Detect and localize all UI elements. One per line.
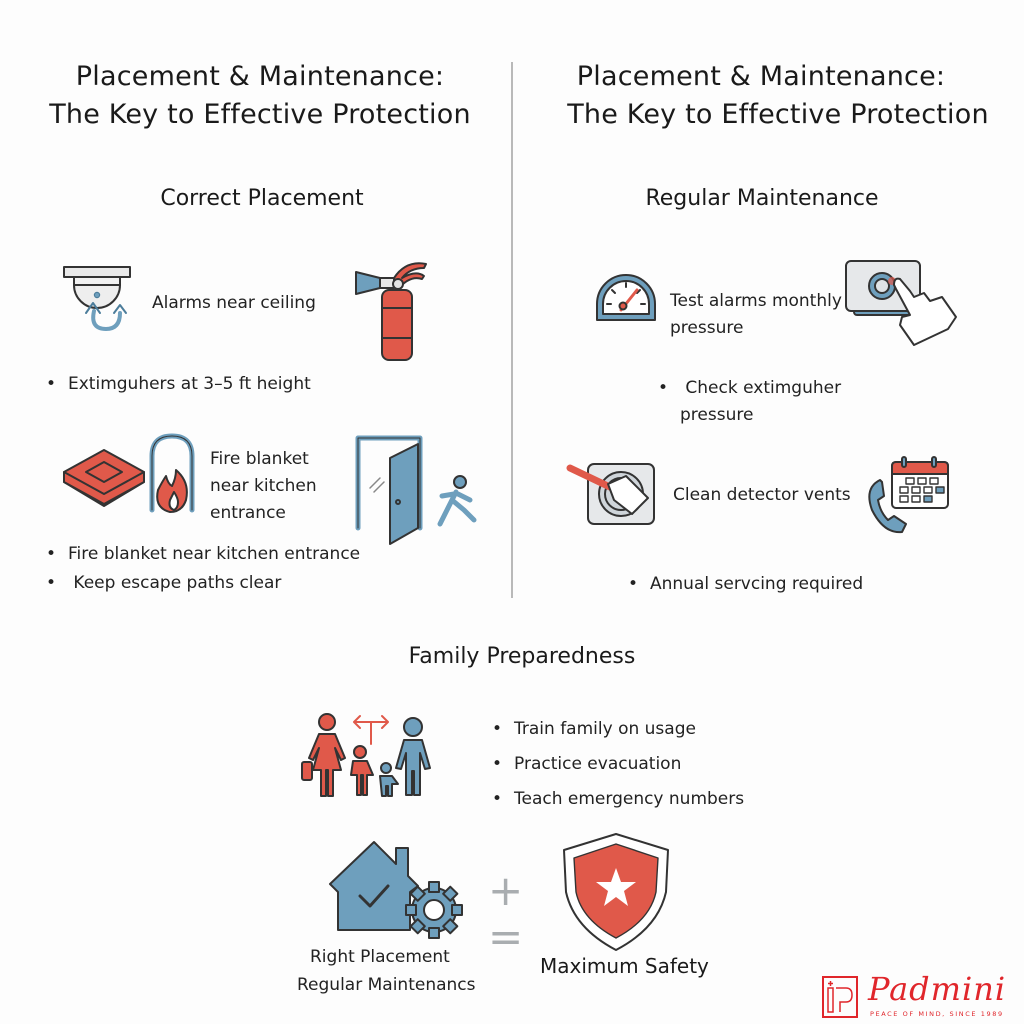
left-subtitle: Correct Placement [160,186,364,211]
test-button-hand-icon[interactable] [844,259,960,347]
house-gear-icon [326,838,466,938]
shield-star-icon [560,832,672,952]
phone-calendar-icon [858,456,954,536]
fire-blanket-label: Fire blanket near kitchen entrance [210,449,317,523]
clean-vents-label: Clean detector vents [673,485,851,505]
brush-cleaning-icon [566,460,658,528]
left-title-line2: The Key to Effective Protection [49,99,471,130]
check-extinguisher-bullet: • Check extimguher [658,375,841,402]
padmini-logo[interactable] [822,970,1022,1020]
fire-blanket-bullet: • Fire blanket near kitchen entrance [46,541,360,568]
padmini-logo-mark-icon [822,976,858,1018]
fire-blanket-icon [62,434,202,514]
alarms-near-ceiling-label: Alarms near ceiling [152,293,316,313]
family-bullet-1: • Train family on usage [492,712,744,747]
test-alarms-label: Test alarms monthly pressure [670,291,842,338]
right-subtitle: Regular Maintenance [645,186,879,211]
column-divider [511,62,513,598]
right-title-line2: The Key to Effective Protection [567,99,989,130]
family-bullets [492,712,744,817]
family-bullet-3: • Teach emergency numbers [492,782,744,817]
family-title: Family Preparedness [408,644,636,669]
smoke-detector-icon [62,265,134,331]
equation-left-label: Right Placement Regular Maintenancs [297,947,476,995]
fire-extinguisher-icon [354,260,430,362]
equals-sign: = [488,912,524,961]
family-bullet-2: • Practice evacuation [492,747,744,782]
extinguisher-height-bullet: • Extimguhers at 3–5 ft height [46,371,311,398]
family-icon [300,712,440,798]
pressure-gauge-icon [593,270,659,324]
exit-door-icon [356,436,480,548]
left-title-line1: Placement & Maintenance: [75,61,445,92]
right-title [528,58,1024,134]
right-title-line1: Placement & Maintenance: [576,61,946,92]
maximum-safety-label: Maximum Safety [540,954,709,978]
brand-tagline: PEACE OF MIND, SINCE 1989 [870,1010,1004,1018]
brand-name: Padmini [868,970,1007,1008]
left-title [20,58,500,134]
check-extinguisher-line2: pressure [680,405,754,425]
annual-servicing-bullet: • Annual servcing required [628,571,863,598]
plus-sign: + [488,866,524,915]
escape-paths-bullet: • Keep escape paths clear [46,570,281,597]
